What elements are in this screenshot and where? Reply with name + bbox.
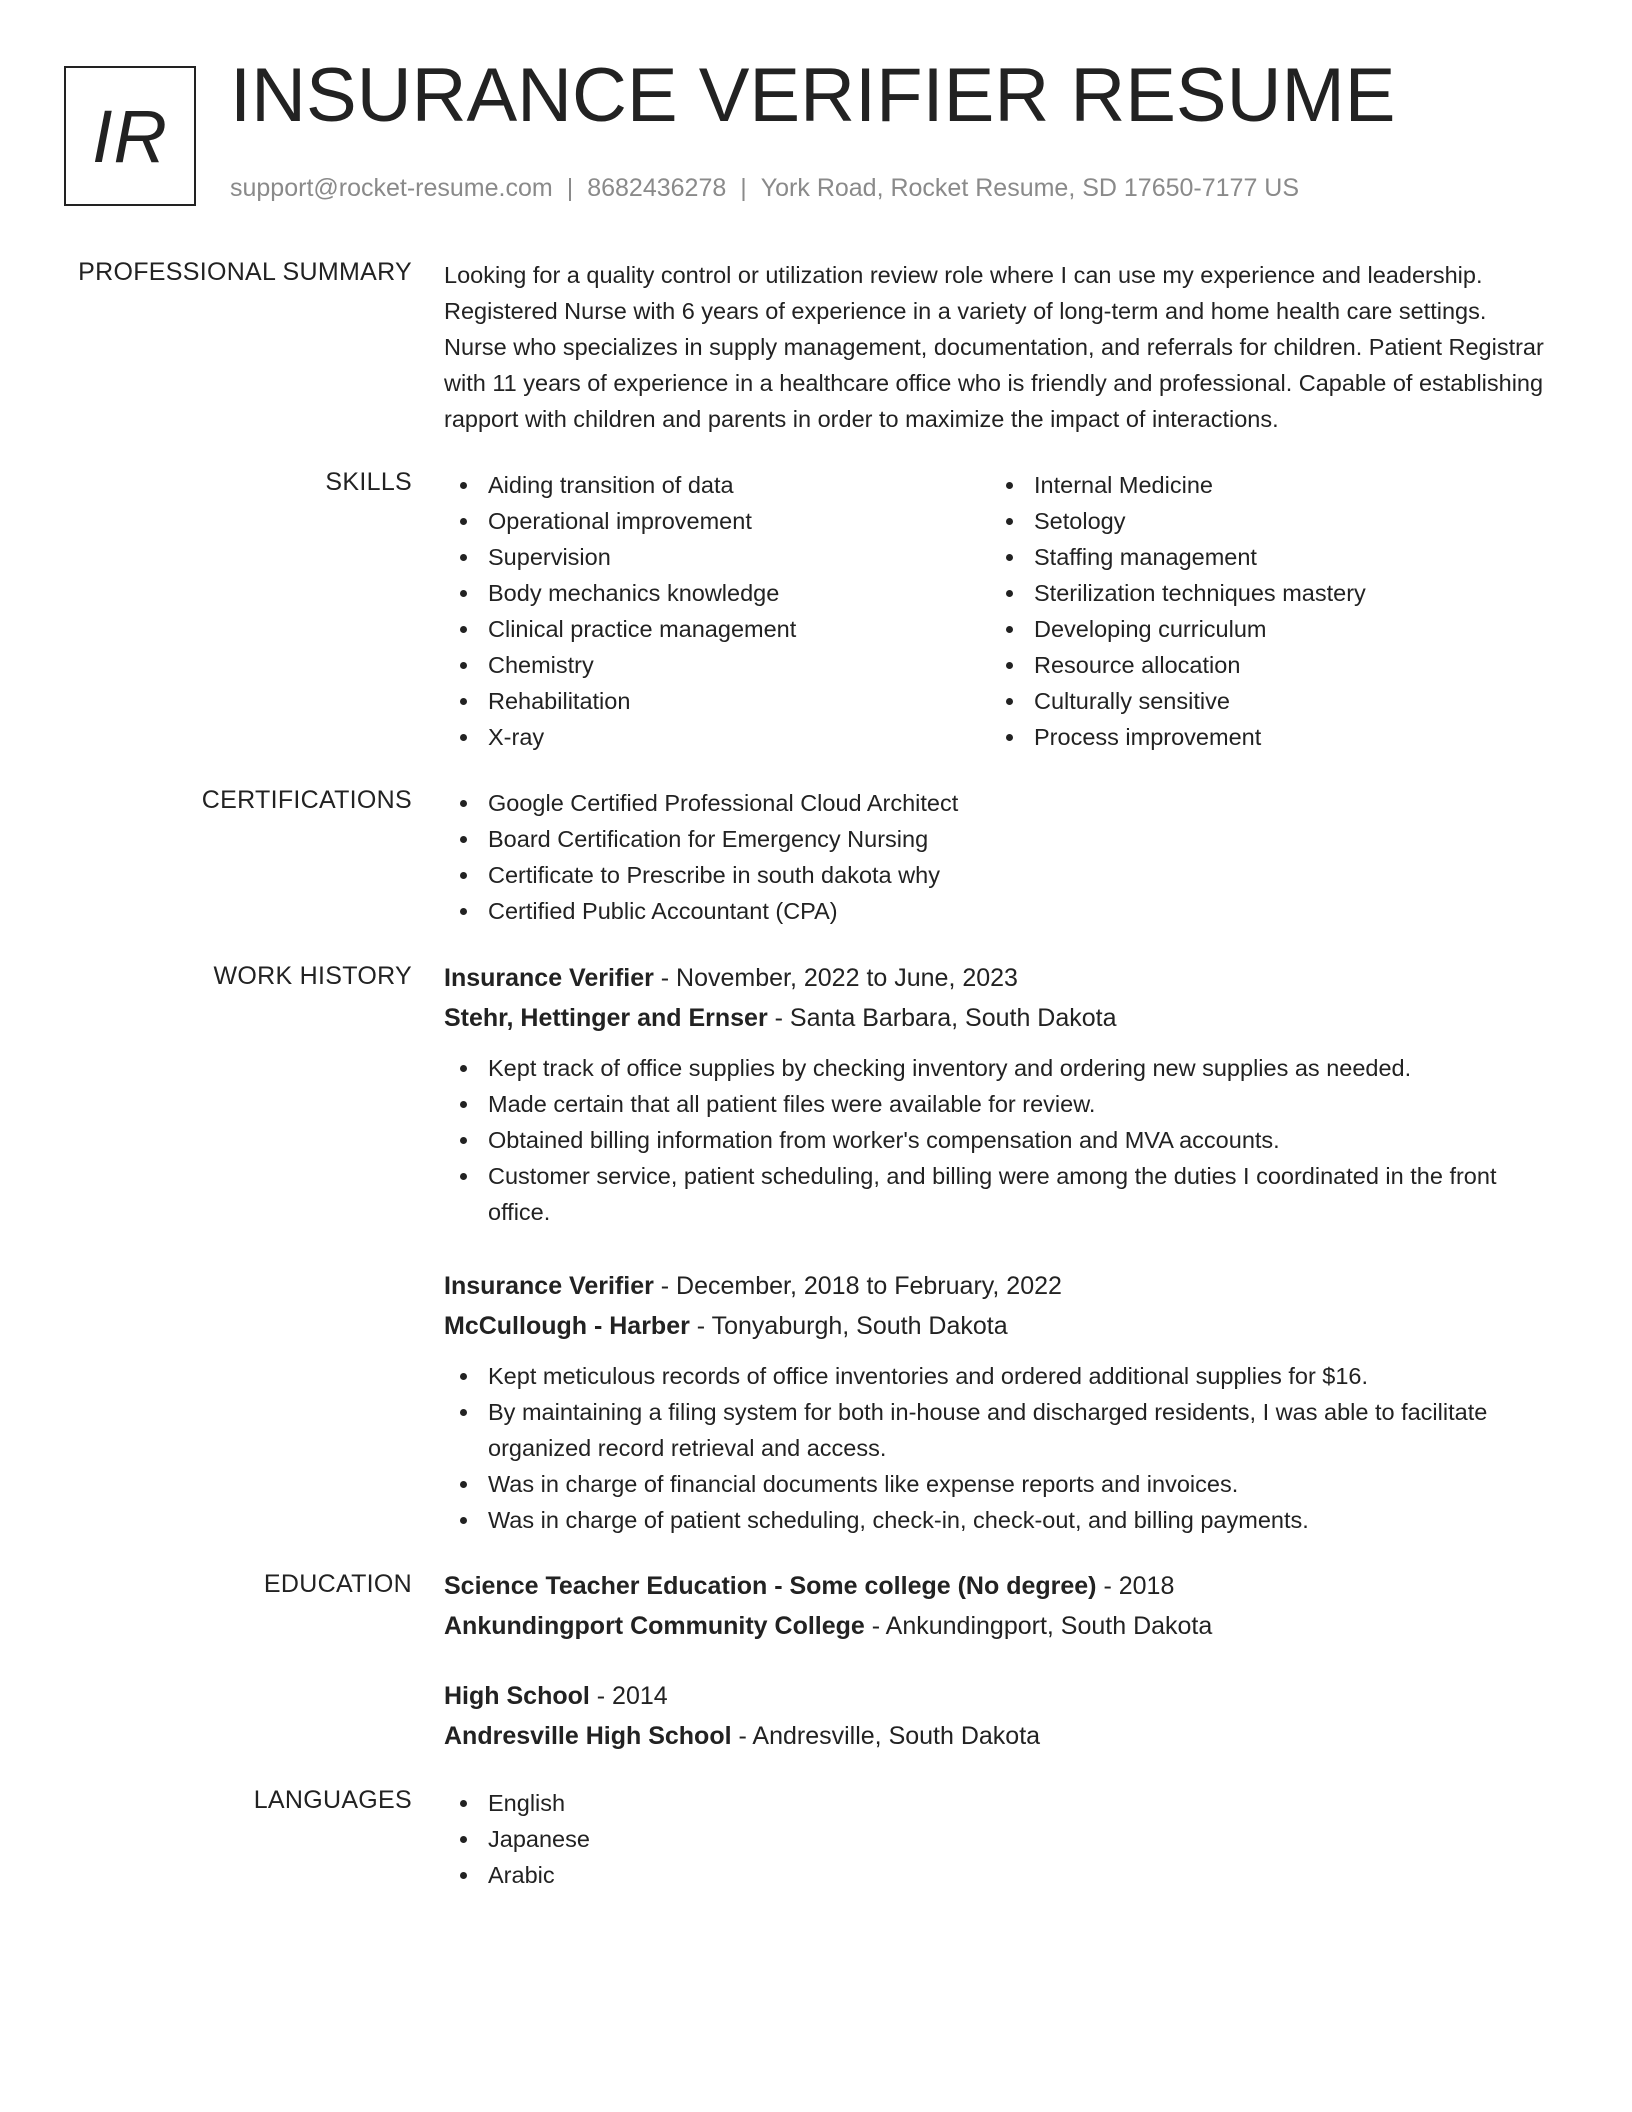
job-title: Insurance Verifier — [444, 964, 654, 992]
languages-list — [444, 1785, 1554, 1893]
work-history-body — [444, 958, 1554, 1538]
skills-body — [444, 467, 1554, 755]
education-degree: Science Teacher Education - Some college (No degree) — [444, 1572, 1097, 1600]
monogram-initials: IR — [92, 94, 168, 178]
contact-separator: | — [740, 174, 747, 202]
skill-item: Staffing management — [990, 539, 1536, 575]
skill-item: Process improvement — [990, 719, 1536, 755]
job-duty: Kept meticulous records of office inventories and ordered additional supplies for $16. — [444, 1358, 1554, 1394]
skills-list-left — [444, 467, 990, 755]
education-year: - 2018 — [1096, 1572, 1175, 1600]
education-school-line — [444, 1606, 1554, 1646]
section-label-languages: LANGUAGES — [253, 1786, 412, 1814]
job-company-line — [444, 998, 1554, 1038]
skill-item: X-ray — [444, 719, 990, 755]
education-body — [444, 1566, 1554, 1756]
language-item: Japanese — [444, 1821, 1554, 1857]
skill-item: Supervision — [444, 539, 990, 575]
job-title-line — [444, 958, 1554, 998]
skill-item: Aiding transition of data — [444, 467, 990, 503]
certification-item: Certificate to Prescribe in south dakota why — [444, 857, 1554, 893]
monogram-box — [64, 66, 196, 206]
job-duty: Customer service, patient scheduling, and billing were among the duties I coordinated in the front office. — [444, 1158, 1554, 1230]
resume-title: INSURANCE VERIFIER RESUME — [230, 53, 1396, 138]
summary-body — [444, 257, 1554, 437]
job-location: - Santa Barbara, South Dakota — [767, 1004, 1117, 1032]
job-entry — [444, 958, 1554, 1230]
education-entry — [444, 1566, 1554, 1646]
education-location: - Andresville, South Dakota — [731, 1722, 1041, 1750]
language-item: Arabic — [444, 1857, 1554, 1893]
education-degree-line — [444, 1676, 1554, 1716]
contact-address: York Road, Rocket Resume, SD 17650-7177 US — [760, 174, 1300, 202]
skill-item: Resource allocation — [990, 647, 1536, 683]
skill-item: Rehabilitation — [444, 683, 990, 719]
skill-item: Setology — [990, 503, 1536, 539]
job-dates: - December, 2018 to February, 2022 — [653, 1272, 1062, 1300]
certifications-list — [444, 785, 1554, 929]
job-duty: Obtained billing information from worker's compensation and MVA accounts. — [444, 1122, 1554, 1158]
job-title-line — [444, 1266, 1554, 1306]
education-location: - Ankundingport, South Dakota — [864, 1612, 1213, 1640]
contact-phone: 8682436278 — [587, 174, 727, 202]
job-company: Stehr, Hettinger and Ernser — [444, 1004, 768, 1032]
skill-item: Developing curriculum — [990, 611, 1536, 647]
skill-item: Sterilization techniques mastery — [990, 575, 1536, 611]
contact-separator: | — [566, 174, 574, 202]
education-degree-line — [444, 1566, 1554, 1606]
skill-item: Chemistry — [444, 647, 990, 683]
job-duty: By maintaining a filing system for both in-house and discharged residents, I was able to facilitate organized record retrieval and access. — [444, 1394, 1554, 1466]
contact-email: support@rocket-resume.com — [230, 174, 553, 202]
certification-item: Board Certification for Emergency Nursing — [444, 821, 1554, 857]
job-duties-list — [444, 1358, 1554, 1538]
education-entry — [444, 1676, 1554, 1756]
skill-item: Culturally sensitive — [990, 683, 1536, 719]
contact-line — [230, 174, 1299, 203]
job-duty: Was in charge of financial documents like expense reports and invoices. — [444, 1466, 1554, 1502]
certification-item: Certified Public Accountant (CPA) — [444, 893, 1554, 929]
skill-item: Operational improvement — [444, 503, 990, 539]
job-dates: - November, 2022 to June, 2023 — [653, 964, 1018, 992]
education-year: - 2014 — [589, 1682, 668, 1710]
section-label-skills: SKILLS — [325, 468, 412, 496]
skill-item: Clinical practice management — [444, 611, 990, 647]
job-duty: Made certain that all patient files were available for review. — [444, 1086, 1554, 1122]
education-school: Andresville High School — [444, 1722, 732, 1750]
job-company: McCullough - Harber — [444, 1312, 690, 1340]
section-label-certifications: CERTIFICATIONS — [201, 786, 412, 814]
job-title: Insurance Verifier — [444, 1272, 654, 1300]
language-item: English — [444, 1785, 1554, 1821]
skill-item: Internal Medicine — [990, 467, 1536, 503]
section-label-work-history: WORK HISTORY — [213, 962, 412, 990]
skills-list-right — [990, 467, 1536, 755]
education-school: Ankundingport Community College — [444, 1612, 865, 1640]
job-location: - Tonyaburgh, South Dakota — [689, 1312, 1008, 1340]
job-duty: Was in charge of patient scheduling, check-in, check-out, and billing payments. — [444, 1502, 1554, 1538]
section-label-education: EDUCATION — [263, 1570, 412, 1598]
job-company-line — [444, 1306, 1554, 1346]
job-entry — [444, 1266, 1554, 1538]
languages-body — [444, 1785, 1554, 1893]
skill-item: Body mechanics knowledge — [444, 575, 990, 611]
job-duties-list — [444, 1050, 1554, 1230]
summary-text: Looking for a quality control or utilization review role where I can use my experience and leadership. Registered Nurse with 6 years of experience in a variety of long-term and home health care settings. Nurse who specializes in supply management, documentation, and referrals for children. Patient Registrar with 11 years of experience in a healthcare office who is friendly and professional. Capable of establishing rapport with children and parents in order to maximize the impact of interactions. — [444, 262, 1544, 432]
certification-item: Google Certified Professional Cloud Architect — [444, 785, 1554, 821]
education-degree: High School — [444, 1682, 590, 1710]
section-label-summary: PROFESSIONAL SUMMARY — [78, 258, 412, 286]
education-school-line — [444, 1716, 1554, 1756]
certifications-body — [444, 785, 1554, 929]
job-duty: Kept track of office supplies by checking inventory and ordering new supplies as needed. — [444, 1050, 1554, 1086]
